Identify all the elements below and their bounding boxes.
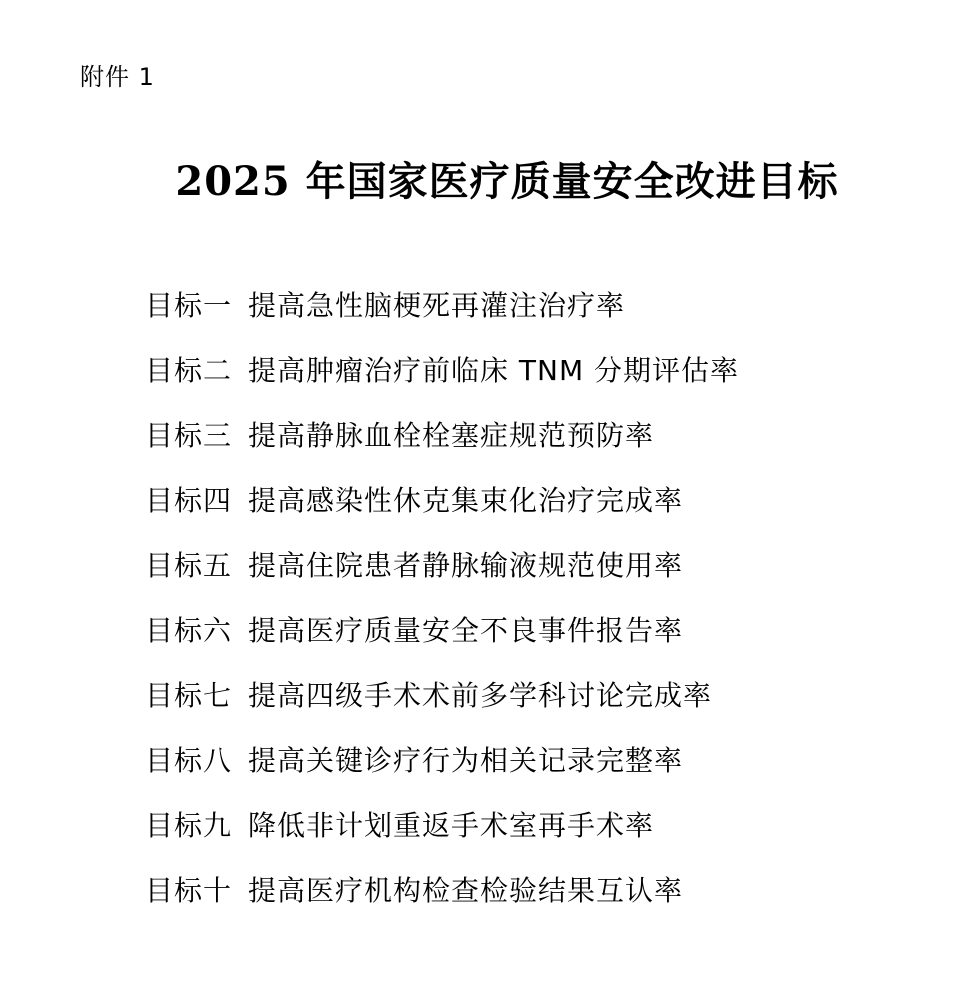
- goal-item-5: [145, 546, 739, 611]
- goal-list: [145, 286, 739, 936]
- goal-item-8: [145, 741, 739, 806]
- goal-number: 目标四: [145, 484, 233, 517]
- goal-text: 提高感染性休克集束化治疗完成率: [248, 484, 684, 517]
- goal-item-9: [145, 806, 739, 871]
- goal-item-2: [145, 351, 739, 416]
- goal-number: 目标一: [145, 289, 233, 322]
- goal-number: 目标十: [145, 874, 233, 907]
- goal-text: 提高住院患者静脉输液规范使用率: [248, 549, 684, 582]
- goal-number: 目标七: [145, 679, 233, 712]
- goal-text: 提高医疗机构检查检验结果互认率: [248, 874, 684, 907]
- goal-item-6: [145, 611, 739, 676]
- document-title: 2025 年国家医疗质量安全改进目标: [175, 158, 839, 205]
- goal-item-4: [145, 481, 739, 546]
- goal-item-3: [145, 416, 739, 481]
- goal-text: 提高肿瘤治疗前临床 TNM 分期评估率: [248, 354, 740, 387]
- goal-number: 目标二: [145, 354, 233, 387]
- goal-text: 提高医疗质量安全不良事件报告率: [248, 614, 684, 647]
- goal-number: 目标三: [145, 419, 233, 452]
- attachment-label: 附件 1: [80, 63, 155, 91]
- goal-number: 目标六: [145, 614, 233, 647]
- goal-text: 提高静脉血栓栓塞症规范预防率: [248, 419, 655, 452]
- goal-item-7: [145, 676, 739, 741]
- goal-number: 目标八: [145, 744, 233, 777]
- goal-text: 提高急性脑梗死再灌注治疗率: [248, 289, 626, 322]
- goal-text: 降低非计划重返手术室再手术率: [248, 809, 655, 842]
- goal-item-10: [145, 871, 739, 936]
- goal-item-1: [145, 286, 739, 351]
- goal-number: 目标五: [145, 549, 233, 582]
- goal-number: 目标九: [145, 809, 233, 842]
- goal-text: 提高四级手术术前多学科讨论完成率: [248, 679, 713, 712]
- goal-text: 提高关键诊疗行为相关记录完整率: [248, 744, 684, 777]
